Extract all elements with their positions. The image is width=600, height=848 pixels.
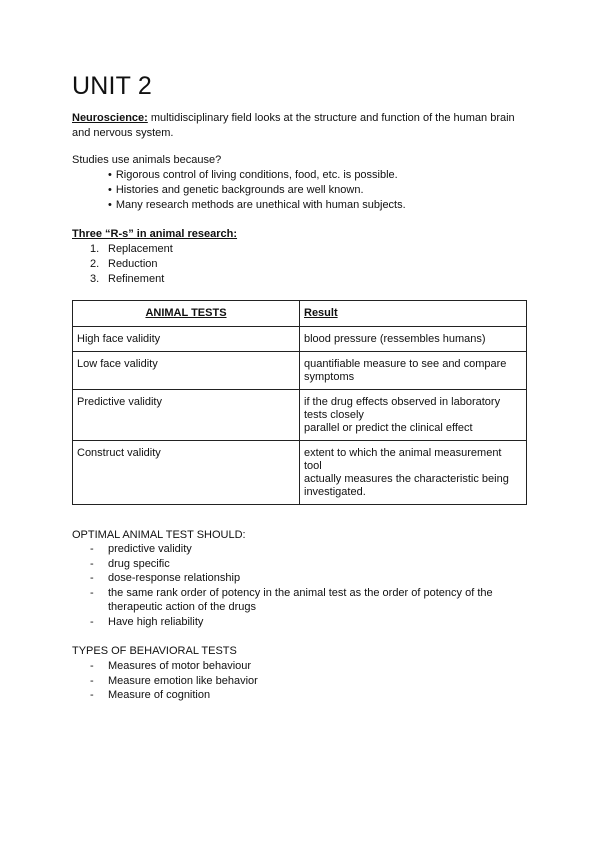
list-item: - Have high reliability	[90, 615, 528, 630]
three-rs-list	[90, 242, 173, 287]
table-row	[73, 327, 527, 352]
table-cell-test: Construct validity	[73, 441, 300, 505]
behavioral-list	[90, 659, 528, 703]
list-item: - predictive validity	[90, 542, 528, 557]
neuroscience-definition	[72, 111, 532, 141]
list-item: - Measure emotion like behavior	[90, 674, 528, 689]
list-item: - Measure of cognition	[90, 688, 528, 703]
table-cell-result: extent to which the animal measurement tool actually measures the characteristic being investigated.	[300, 441, 527, 505]
table-cell-result: quantifiable measure to see and compare symptoms	[300, 352, 527, 390]
column-header-result: Result	[300, 301, 527, 327]
definition-term: Neuroscience:	[72, 112, 148, 124]
table-cell-test: High face validity	[73, 327, 300, 352]
list-item: - Measures of motor behaviour	[90, 659, 528, 674]
definition-text: multidisciplinary field looks at the structure and function of the human brain and nervous system.	[72, 112, 515, 139]
optimal-list	[90, 542, 528, 630]
list-item: - drug specific	[90, 557, 528, 572]
behavioral-heading: TYPES OF BEHAVIORAL TESTS	[72, 645, 237, 657]
animal-tests-table	[72, 300, 527, 505]
list-item: - the same rank order of potency in the animal test as the order of potency of the therapeutic action of the drugs	[90, 586, 528, 615]
table-cell-test: Predictive validity	[73, 390, 300, 441]
table-cell-result: if the drug effects observed in laboratory tests closely parallel or predict the clinical effect	[300, 390, 527, 441]
why-animals-list	[108, 168, 406, 213]
list-item: • Many research methods are unethical with human subjects.	[108, 198, 406, 213]
table-row	[73, 441, 527, 505]
page-title: UNIT 2	[72, 72, 152, 100]
list-item: 3. Refinement	[90, 273, 165, 285]
three-rs-heading: Three “R-s” in animal research:	[72, 228, 238, 240]
table-header-row	[73, 301, 527, 327]
list-item: 1. Replacement	[90, 243, 173, 255]
list-item: - dose-response relationship	[90, 571, 528, 586]
table-row	[73, 390, 527, 441]
column-header-animal-tests: ANIMAL TESTS	[73, 301, 300, 327]
list-item: • Rigorous control of living conditions, food, etc. is possible.	[108, 168, 406, 183]
list-item: 2. Reduction	[90, 258, 158, 270]
table-cell-test: Low face validity	[73, 352, 300, 390]
list-item: • Histories and genetic backgrounds are well known.	[108, 183, 406, 198]
why-animals-question: Studies use animals because?	[72, 154, 222, 166]
table-row	[73, 352, 527, 390]
optimal-heading: OPTIMAL ANIMAL TEST SHOULD:	[72, 529, 246, 541]
table-cell-result: blood pressure (ressembles humans)	[300, 327, 527, 352]
